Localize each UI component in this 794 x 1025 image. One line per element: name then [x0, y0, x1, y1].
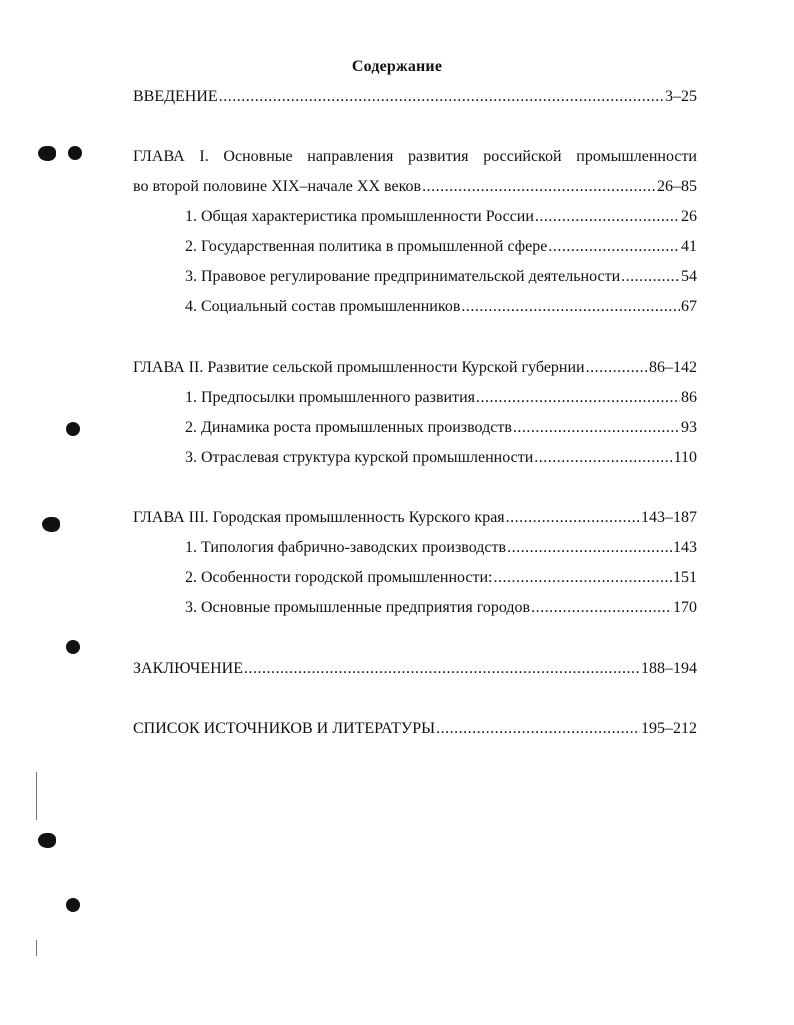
toc-entry-label: 1. Типология фабрично-заводских производств [185, 539, 507, 556]
toc-entry-label: 4. Социальный состав промышленников [185, 298, 461, 315]
toc-entry-pages: 67 [681, 298, 697, 315]
toc-entry-label: ГЛАВА II. Развитие сельской промышленности Курской губернии [133, 359, 585, 376]
toc-entry-pages: 110 [673, 449, 697, 466]
toc-leader-dots [586, 358, 648, 378]
toc-leader-dots [506, 508, 640, 528]
toc-entry-label: ВВЕДЕНИЕ [133, 88, 218, 105]
punch-hole-mark [66, 640, 80, 654]
toc-entry-chapter1-section3 [185, 267, 697, 287]
toc-entry-pages: 86–142 [649, 359, 697, 376]
toc-entry-chapter1-section4 [185, 297, 697, 317]
toc-entry-chapter1 [133, 177, 697, 197]
toc-entry-label: 1. Предпосылки промышленного развития [185, 389, 475, 406]
toc-entry-pages: 86 [681, 389, 697, 406]
toc-entry-pages: 26–85 [657, 178, 697, 195]
toc-leader-dots [534, 448, 672, 468]
toc-entry-chapter3-section3 [185, 598, 697, 618]
toc-leader-dots [494, 568, 673, 588]
toc-entry-label: 2. Особенности городской промышленности: [185, 569, 493, 586]
toc-entry-conclusion [133, 659, 697, 679]
toc-entry-pages: 188–194 [641, 660, 697, 677]
toc-entry-chapter3-section2 [185, 568, 697, 588]
toc-chapter1-line1: ГЛАВА I. Основные направления развития российской промышленности [133, 148, 697, 165]
punch-hole-mark [66, 898, 80, 912]
toc-leader-dots [422, 177, 656, 197]
toc-leader-dots [535, 207, 680, 227]
toc-entry-label: 2. Динамика роста промышленных производств [185, 419, 512, 436]
toc-leader-dots [621, 267, 680, 287]
toc-entry-pages: 195–212 [641, 720, 697, 737]
toc-leader-dots [461, 297, 680, 317]
toc-leader-dots [219, 87, 664, 107]
toc-entry-pages: 3–25 [665, 88, 697, 105]
punch-hole-mark [38, 833, 56, 848]
margin-scan-line [36, 940, 37, 956]
toc-entry-chapter2-section1 [185, 388, 697, 408]
toc-entry-pages: 170 [673, 599, 697, 616]
toc-entry-pages: 151 [673, 569, 697, 586]
punch-hole-mark [68, 146, 82, 160]
toc-entry-intro [133, 87, 697, 107]
toc-title: Содержание [351, 58, 443, 75]
toc-entry-label: 1. Общая характеристика промышленности России [185, 208, 534, 225]
toc-entry-label: во второй половине XIX–начале XX веков [133, 178, 422, 195]
punch-hole-mark [42, 517, 60, 532]
toc-leader-dots [513, 418, 680, 438]
toc-leader-dots [531, 598, 672, 618]
toc-entry-label: ЗАКЛЮЧЕНИЕ [133, 660, 243, 677]
toc-entry-label: 2. Государственная политика в промышленной сфере [185, 238, 548, 255]
toc-entry-pages: 143–187 [641, 509, 697, 526]
toc-entry-pages: 54 [681, 268, 697, 285]
toc-entry-chapter2-section2 [185, 418, 697, 438]
toc-leader-dots [548, 237, 680, 257]
toc-entry-chapter1-section2 [185, 237, 697, 257]
toc-leader-dots [507, 538, 672, 558]
toc-entry-chapter1-section1 [185, 207, 697, 227]
toc-entry-label: 3. Правовое регулирование предпринимательской деятельности [185, 268, 621, 285]
toc-leader-dots [476, 388, 680, 408]
toc-entry-label: 3. Основные промышленные предприятия городов [185, 599, 531, 616]
toc-entry-label: СПИСОК ИСТОЧНИКОВ И ЛИТЕРАТУРЫ [133, 720, 436, 737]
toc-leader-dots [436, 719, 640, 739]
punch-hole-mark [38, 146, 56, 161]
toc-entry-chapter2 [133, 358, 697, 378]
margin-scan-line [36, 772, 37, 820]
toc-entry-bibliography [133, 719, 697, 739]
toc-entry-chapter3 [133, 508, 697, 528]
toc-entry-chapter3-section1 [185, 538, 697, 558]
toc-entry-pages: 41 [681, 238, 697, 255]
toc-entry-pages: 93 [681, 419, 697, 436]
toc-entry-pages: 143 [673, 539, 697, 556]
punch-hole-mark [66, 422, 80, 436]
toc-entry-chapter2-section3 [185, 448, 697, 468]
toc-leader-dots [244, 659, 640, 679]
toc-entry-label: ГЛАВА III. Городская промышленность Курского края [133, 509, 505, 526]
toc-entry-pages: 26 [681, 208, 697, 225]
toc-entry-label: 3. Отраслевая структура курской промышленности [185, 449, 534, 466]
